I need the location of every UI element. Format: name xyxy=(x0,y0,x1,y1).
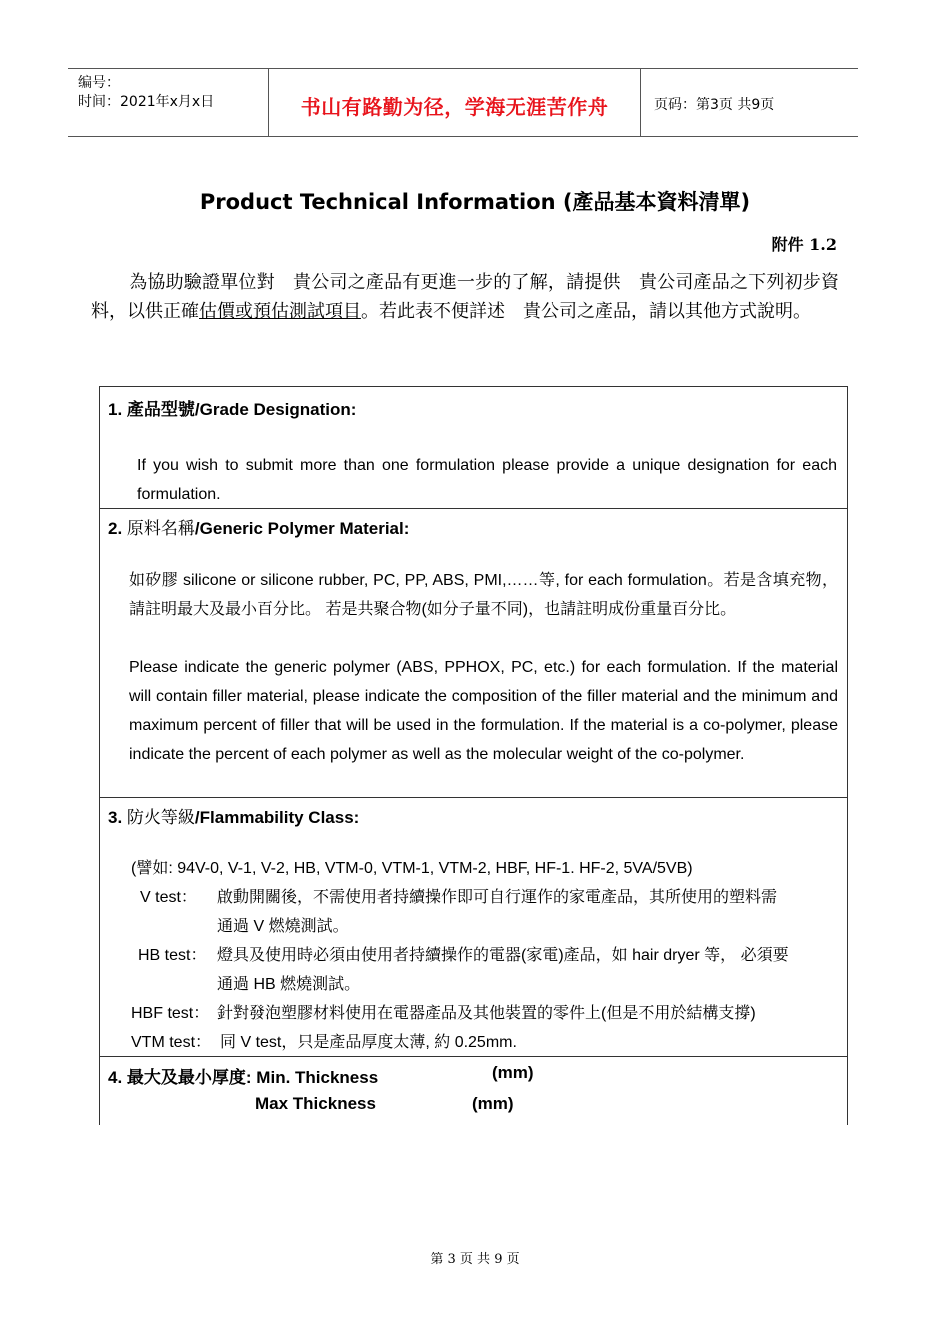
min-thickness-unit: (mm) xyxy=(492,1063,534,1082)
hb-test-text: 通過 HB 燃燒測試。 xyxy=(217,976,361,993)
intro-paragraph xyxy=(91,268,839,326)
min-thickness-label: : Min. Thickness xyxy=(245,1068,379,1087)
section-3-heading xyxy=(108,803,359,828)
section-title-cjk: 原料名稱 xyxy=(126,519,195,539)
v-test-text: 通過 V 燃燒測試。 xyxy=(217,918,349,935)
section-number: 2. xyxy=(108,519,123,538)
time-label: 时间：2021年x月x日 xyxy=(78,94,215,110)
page-header xyxy=(68,68,858,137)
hb-test-text: 燈具及使用時必須由使用者持續操作的電器(家電)產品，如 hair dryer 等， 必須要 xyxy=(217,947,789,964)
vtm-test-text: 同 V test，只是產品厚度太薄, 約 0.25mm. xyxy=(220,1034,517,1051)
number-label: 编号： xyxy=(78,75,120,91)
section-2-heading xyxy=(108,514,409,539)
intro-text: 為協助驗證單位對 貴公司之產品有更進一步的了解，請提供 貴公司產品之下列初步資料，以供正確 xyxy=(91,272,839,322)
section-number: 4. xyxy=(108,1068,123,1087)
header-divider xyxy=(640,69,641,136)
max-thickness-label: Max Thickness xyxy=(255,1094,376,1113)
section-title-cjk: 最大及最小厚度 xyxy=(126,1068,246,1087)
header-motto: 书山有路勤为径，学海无涯苦作舟 xyxy=(300,95,609,119)
row-divider xyxy=(100,1056,847,1057)
max-thickness-unit: (mm) xyxy=(472,1094,514,1113)
attachment-label: 附件 1.2 xyxy=(771,235,837,254)
section-number: 3. xyxy=(108,808,123,827)
section-title-en: /Generic Polymer Material: xyxy=(194,519,410,538)
v-test-label: V test： xyxy=(140,889,197,906)
section-number: 1. xyxy=(108,400,123,419)
section-title-cjk: 防火等級 xyxy=(126,808,195,828)
flammability-examples: (譬如: 94V-0, V-1, V-2, HB, VTM-0, VTM-1, VTM-2, HBF, HF-1. HF-2, 5VA/5VB) xyxy=(131,860,693,877)
section-1-heading xyxy=(108,395,356,420)
hbf-test-text: 針對發泡塑膠材料使用在電器產品及其他裝置的零件上(但是不用於結構支撐) xyxy=(217,1005,756,1022)
section-title-cjk: 產品型號 xyxy=(126,400,195,419)
intro-text: 。若此表不便詳述 貴公司之產品，請以其他方式說明。 xyxy=(361,301,811,322)
info-form xyxy=(99,386,848,1125)
intro-underlined: 估價或預估測試項目 xyxy=(199,301,361,322)
header-page-info: 页码：第3页 共9页 xyxy=(654,97,775,113)
section-title-en: /Grade Designation: xyxy=(194,400,357,419)
section-2-body-en: Please indicate the generic polymer (ABS, PPHOX, PC, etc.) for each formulation. If the material will contain filler material, please indicate the composition of the filler material and the minimum and maximum percent of filler that will be used in the formulation. If the material is a co-polymer, please indicate the percent of each polymer as well as the molecular weight of the co-polymer. xyxy=(129,659,838,763)
section-title-en: /Flammability Class: xyxy=(194,808,360,827)
header-meta xyxy=(68,69,268,136)
hbf-test-label: HBF test： xyxy=(131,1005,210,1022)
row-divider xyxy=(100,508,847,509)
section-1-body: If you wish to submit more than one formulation please provide a unique designation for each formulation. xyxy=(137,457,837,503)
hb-test-label: HB test： xyxy=(138,947,207,964)
v-test-text: 啟動開關後，不需使用者持續操作即可自行運作的家電產品，其所使用的塑料需 xyxy=(217,889,778,906)
page-title: Product Technical Information (產品基本資料清單) xyxy=(199,190,751,214)
section-4-heading xyxy=(108,1063,378,1088)
page-footer: 第 3 页 共 9 页 xyxy=(430,1252,520,1267)
section-2-body-cn: 如矽膠 silicone or silicone rubber, PC, PP, ABS, PMI,……等, for each formulation。若是含填充物， 請註明最大及最小百分比。 若是共聚合物(如分子量不同)，也請註明成份重量百分比。 xyxy=(129,572,838,618)
row-divider xyxy=(100,797,847,798)
vtm-test-label: VTM test： xyxy=(131,1034,212,1051)
